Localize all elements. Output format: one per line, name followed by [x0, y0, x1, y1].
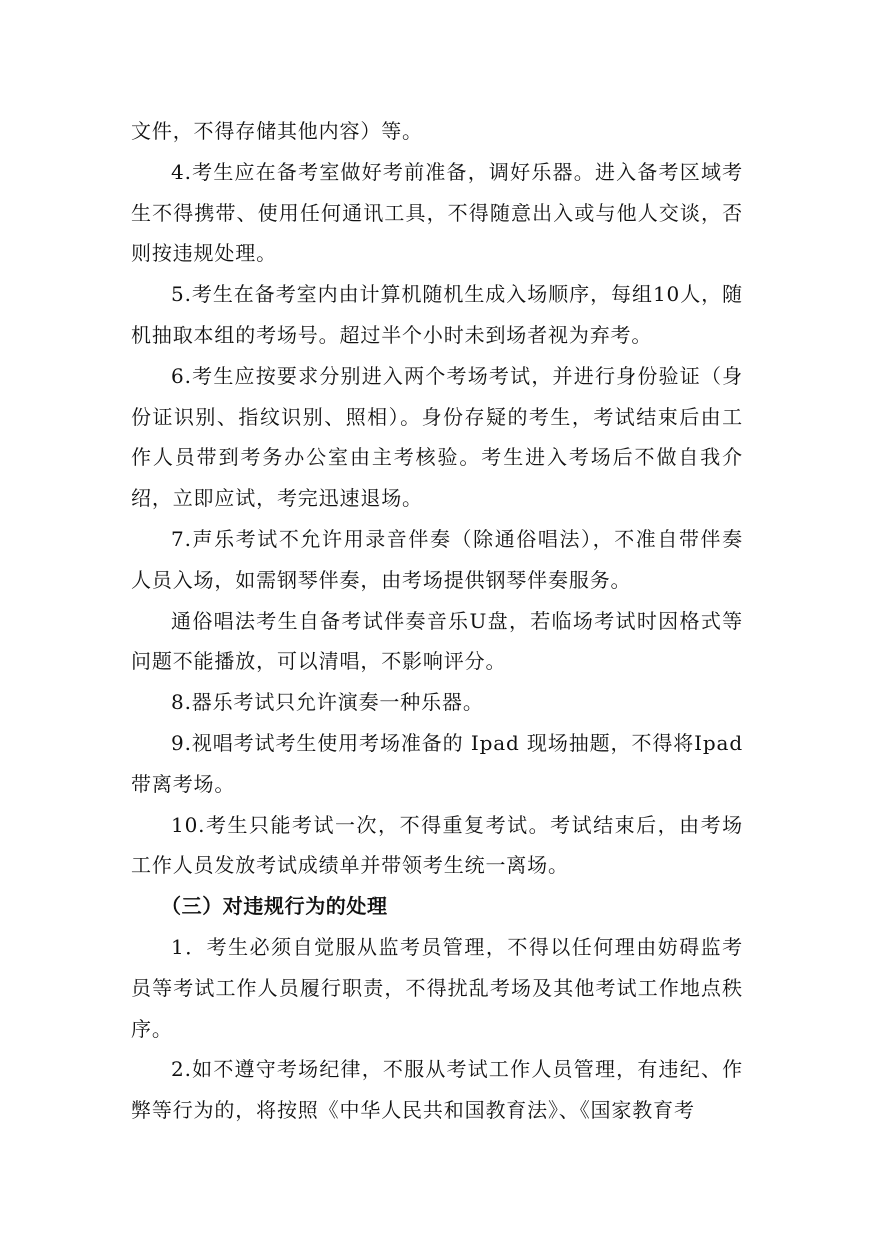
section-heading-violations: （三）对违规行为的处理	[161, 894, 388, 919]
paragraph-pop-singing-note: 通俗唱法考生自备考试伴奏音乐U盘，若临场考试时因格式等问题不能播放，可以清唱，不影响评分。	[131, 608, 743, 674]
paragraph-item-8: 8.器乐考试只允许演奏一种乐器。	[171, 690, 484, 715]
paragraph-item-7: 7.声乐考试不允许用录音伴奏（除通俗唱法），不准自带伴奏人员入场，如需钢琴伴奏，由考场提供钢琴伴奏服务。	[131, 526, 743, 592]
paragraph-item-9: 9.视唱考试考生使用考场准备的 Ipad 现场抽题，不得将Ipad带离考场。	[131, 730, 743, 796]
paragraph-continuation: 文件，不得存储其他内容）等。	[131, 119, 423, 143]
paragraph-violation-2: 2.如不遵守考场纪律，不服从考试工作人员管理，有违纪、作弊等行为的，将按照《中华人民共和国教育法》、《国家教育考	[131, 1057, 743, 1123]
paragraph-item-10: 10.考生只能考试一次，不得重复考试。考试结束后，由考场工作人员发放考试成绩单并带领考生统一离场。	[131, 812, 743, 878]
paragraph-violation-1: 1．考生必须自觉服从监考员管理，不得以任何理由妨碍监考员等考试工作人员履行职责，不得扰乱考场及其他考试工作地点秩序。	[131, 934, 743, 1041]
paragraph-item-5: 5.考生在备考室内由计算机随机生成入场顺序，每组10人，随机抽取本组的考场号。超过半个小时未到场者视为弃考。	[131, 282, 743, 347]
document-body	[131, 111, 743, 1131]
paragraph-item-4: 4.考生应在备考室做好考前准备，调好乐器。进入备考区域考生不得携带、使用任何通讯工具，不得随意出入或与他人交谈，否则按违规处理。	[131, 159, 743, 266]
paragraph-item-6: 6.考生应按要求分别进入两个考场考试，并进行身份验证（身份证识别、指纹识别、照相）。身份存疑的考生，考试结束后由工作人员带到考务办公室由主考核验。考生进入考场后不做自我介绍，立即应试，考完迅速退场。	[131, 363, 743, 511]
